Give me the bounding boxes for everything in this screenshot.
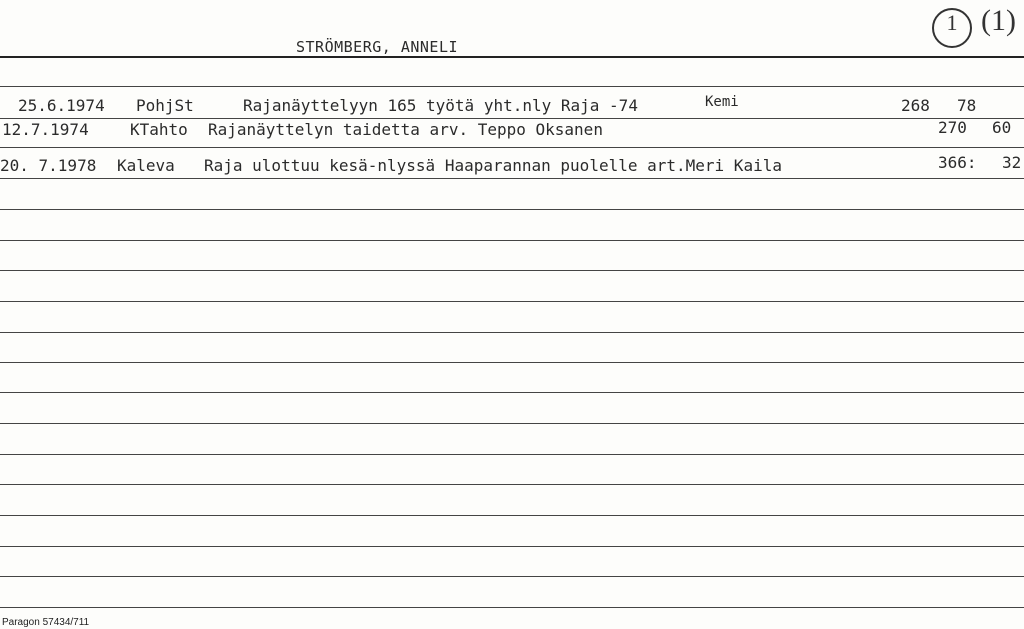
entry-column: 78 [957, 96, 977, 115]
header-rule [0, 56, 1024, 58]
entry-date: 12.7.1974 [2, 120, 89, 139]
entry-column: 60 [992, 118, 1012, 137]
line-rule [0, 484, 1024, 485]
entry-text: Rajanäyttelyyn 165 työtä yht.nly Raja -74 [243, 96, 638, 115]
line-rule [0, 86, 1024, 87]
line-rule [0, 147, 1024, 148]
card-name: STRÖMBERG, ANNELI [296, 38, 459, 56]
circled-number-text: 1 [946, 10, 958, 35]
entry-source: KTahto [130, 120, 188, 139]
entry-source: PohjSt [136, 96, 194, 115]
entry-text: Rajanäyttelyn taidetta arv. Teppo Oksanen [208, 120, 603, 139]
entry-date: 25.6.1974 [18, 96, 105, 115]
line-rule [0, 178, 1024, 179]
entry-place: Kemi [705, 94, 739, 110]
entry-date: 20. 7.1978 [0, 156, 97, 175]
entry-text: Raja ulottuu kesä-nlyssä Haaparannan puolelle art.Meri Kaila [204, 156, 782, 175]
line-rule [0, 301, 1024, 302]
entry-page: 268 [901, 96, 930, 115]
paren-number-mark: (1) [981, 4, 1016, 37]
line-rule [0, 209, 1024, 210]
line-rule [0, 362, 1024, 363]
line-rule [0, 423, 1024, 424]
line-rule [0, 576, 1024, 577]
line-rule [0, 392, 1024, 393]
line-rule [0, 332, 1024, 333]
line-rule [0, 270, 1024, 271]
line-rule [0, 240, 1024, 241]
entry-column: 32 [1002, 153, 1022, 172]
entry-source: Kaleva [117, 156, 175, 175]
printer-footer: Paragon 57434/711 [2, 617, 90, 628]
line-rule [0, 607, 1024, 608]
line-rule [0, 454, 1024, 455]
entry-page: 270 [938, 118, 967, 137]
entry-page: 366: [938, 153, 977, 172]
line-rule [0, 515, 1024, 516]
line-rule [0, 118, 1024, 119]
line-rule [0, 546, 1024, 547]
